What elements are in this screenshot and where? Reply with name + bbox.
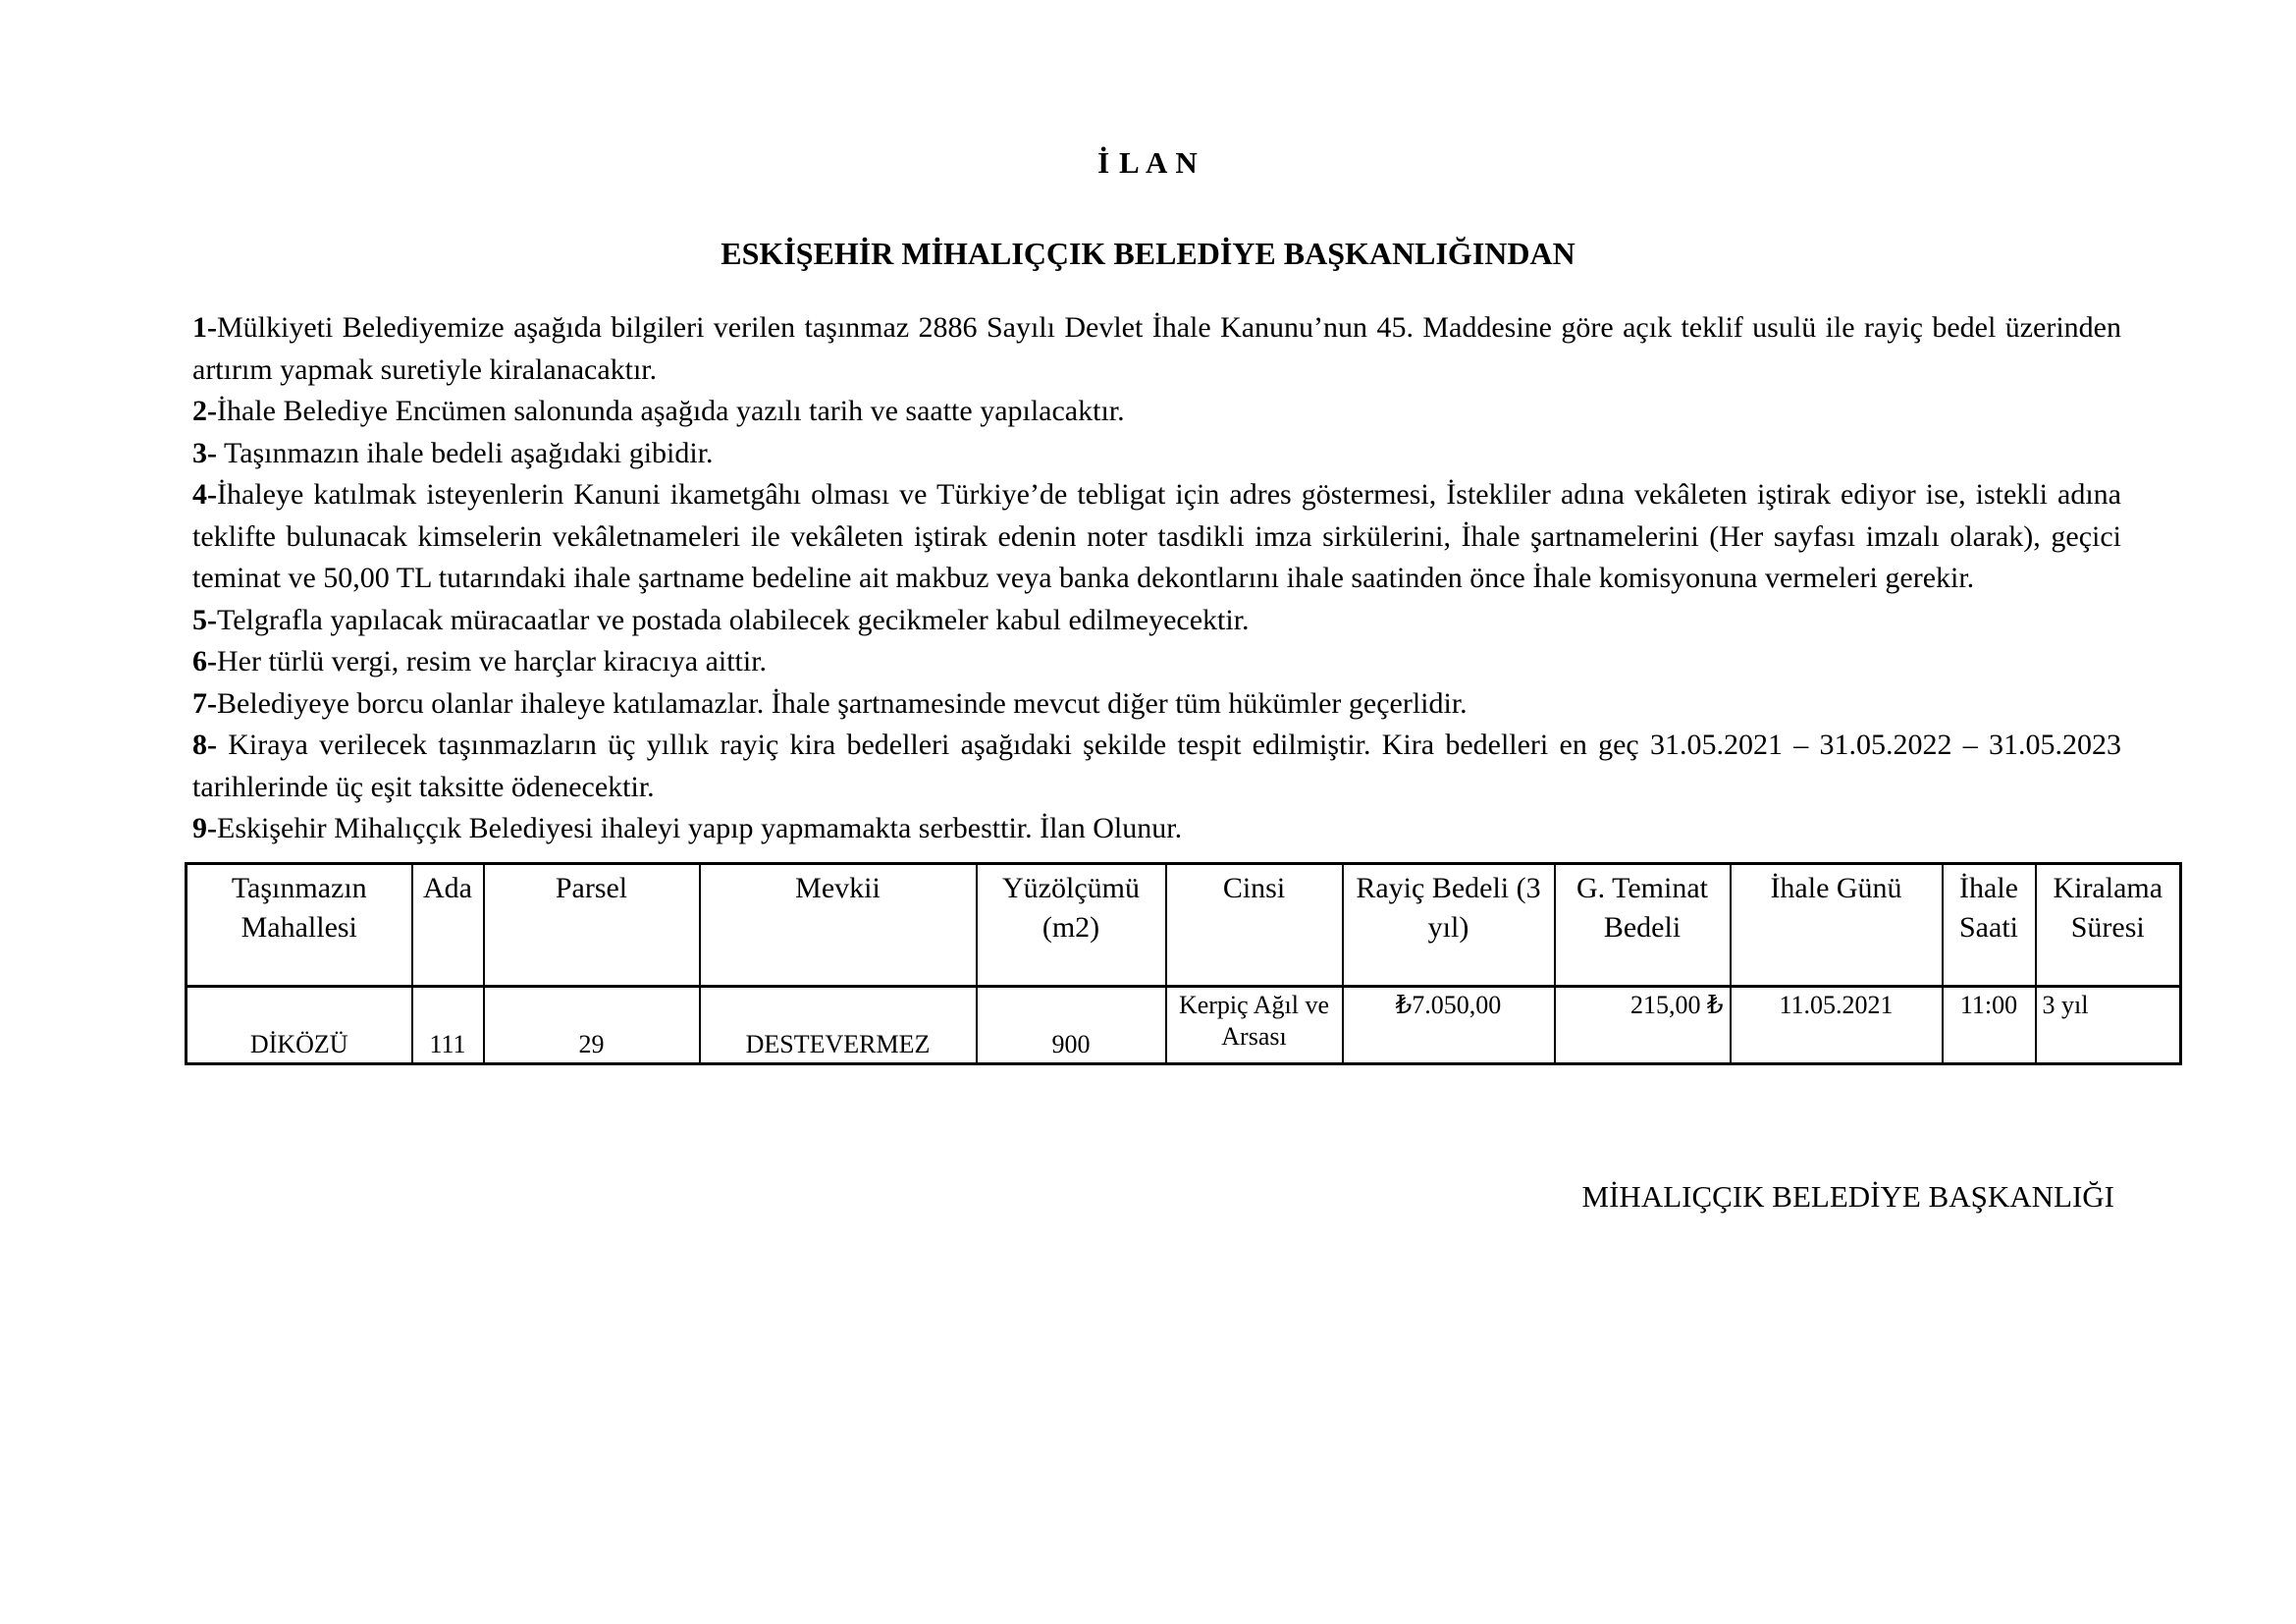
cell-cinsi: Kerpiç Ağıl ve Arsası (1166, 986, 1343, 1063)
paragraph-number: 6- (192, 645, 217, 677)
paragraph-1 (192, 307, 2121, 391)
column-header-rayic-bedeli: Rayiç Bedeli (3 yıl) (1343, 863, 1555, 986)
paragraph-5 (192, 600, 2121, 642)
paragraph-text: Kiraya verilecek taşınmazların üç yıllık rayiç kira bedelleri aşağıdaki şekilde tespit edilmiştir. Kira bedelleri en geç 31.05.2021 – 31.05.2022 – 31.05.2023 tarihlerinde üç eşit taksitte ödenecektir. (192, 729, 2121, 803)
cell-parsel: 29 (484, 986, 700, 1063)
paragraph-text: Telgrafla yapılacak müracaatlar ve postada olabilecek gecikmeler kabul edilmeyecektir. (217, 603, 1250, 636)
paragraph-text: Eskişehir Mihalıççık Belediyesi ihaleyi yapıp yapmamakta serbesttir. İlan Olunur. (217, 812, 1183, 844)
table-row (187, 986, 2181, 1063)
paragraph-number: 7- (192, 686, 217, 720)
cell-mahalle: DİKÖZÜ (187, 986, 412, 1063)
body-paragraphs (192, 307, 2121, 850)
paragraph-number: 9- (192, 812, 217, 844)
signature-line: MİHALIÇÇIK BELEDİYE BAŞKANLIĞI (1581, 1178, 2114, 1214)
paragraph-7 (192, 683, 2121, 726)
paragraph-text: İhale Belediye Encümen salonunda aşağıda yazılı tarih ve saatte yapılacaktır. (217, 395, 1125, 427)
cell-ihale-saati: 11:00 (1943, 986, 2036, 1063)
cell-rayic-bedeli: ₺7.050,00 (1343, 986, 1555, 1063)
paragraph-8 (192, 725, 2121, 808)
column-header-teminat-bedeli: G. Teminat Bedeli (1555, 863, 1731, 986)
paragraph-number: 8- (192, 729, 217, 761)
column-header-parsel: Parsel (484, 863, 700, 986)
cell-ihale-gunu: 11.05.2021 (1731, 986, 1943, 1063)
document-title: İ L A N (1097, 145, 1199, 180)
paragraph-number: 2- (192, 395, 217, 427)
cell-teminat-bedeli: 215,00 ₺ (1555, 986, 1731, 1063)
paragraph-3 (192, 433, 2121, 475)
column-header-mevkii: Mevkii (700, 863, 977, 986)
paragraph-2 (192, 391, 2121, 433)
table-header-row (187, 863, 2181, 986)
paragraph-text: Belediyeye borcu olanlar ihaleye katılamazlar. İhale şartnamesinde mevcut diğer tüm hükümler geçerlidir. (217, 686, 1468, 720)
cell-yuzolcumu: 900 (977, 986, 1166, 1063)
column-header-kiralama-suresi: Kiralama Süresi (2036, 863, 2181, 986)
paragraph-number: 5- (192, 603, 217, 636)
cell-kiralama-suresi: 3 yıl (2036, 986, 2181, 1063)
paragraph-text: Her türlü vergi, resim ve harçlar kiracıya aittir. (217, 645, 768, 677)
paragraph-number: 1- (192, 311, 217, 344)
column-header-ihale-saati: İhale Saati (1943, 863, 2036, 986)
document-subtitle: ESKİŞEHİR MİHALIÇÇIK BELEDİYE BAŞKANLIĞINDAN (721, 236, 1575, 271)
paragraph-text: İhaleye katılmak isteyenlerin Kanuni ikametgâhı olması ve Türkiye’de tebligat için adres göstermesi, İstekliler adına vekâleten iştirak ediyor ise, istekli adına teklifte bulunacak kimselerin vekâletnameleri ile vekâleten iştirak edenin noter tasdikli imza sirkülerini, İhale şartnamelerini (Her sayfası imzalı olarak), geçici teminat ve 50,00 TL tutarındaki ihale şartname bedeline ait makbuz veya banka dekontlarını ihale saatinden önce İhale komisyonuna vermeleri gerekir. (192, 478, 2121, 594)
cell-ada: 111 (412, 986, 484, 1063)
column-header-yuzolcumu: Yüzölçümü (m2) (977, 863, 1166, 986)
auction-table (185, 862, 2182, 1065)
column-header-cinsi: Cinsi (1166, 863, 1343, 986)
paragraph-text: Taşınmazın ihale bedeli aşağıdaki gibidir. (217, 436, 714, 469)
paragraph-text: Mülkiyeti Belediyemize aşağıda bilgileri verilen taşınmaz 2886 Sayılı Devlet İhale Kanunu’nun 45. Maddesine göre açık teklif usulü ile rayiç bedel üzerinden artırım yapmak suretiyle kiralanacaktır. (192, 311, 2121, 386)
column-header-ada: Ada (412, 863, 484, 986)
paragraph-9 (192, 808, 2121, 850)
paragraph-4 (192, 474, 2121, 600)
paragraph-6 (192, 641, 2121, 683)
column-header-mahalle: Taşınmazın Mahallesi (187, 863, 412, 986)
cell-mevkii: DESTEVERMEZ (700, 986, 977, 1063)
paragraph-number: 3- (192, 436, 217, 469)
column-header-ihale-gunu: İhale Günü (1731, 863, 1943, 986)
paragraph-number: 4- (192, 478, 217, 511)
